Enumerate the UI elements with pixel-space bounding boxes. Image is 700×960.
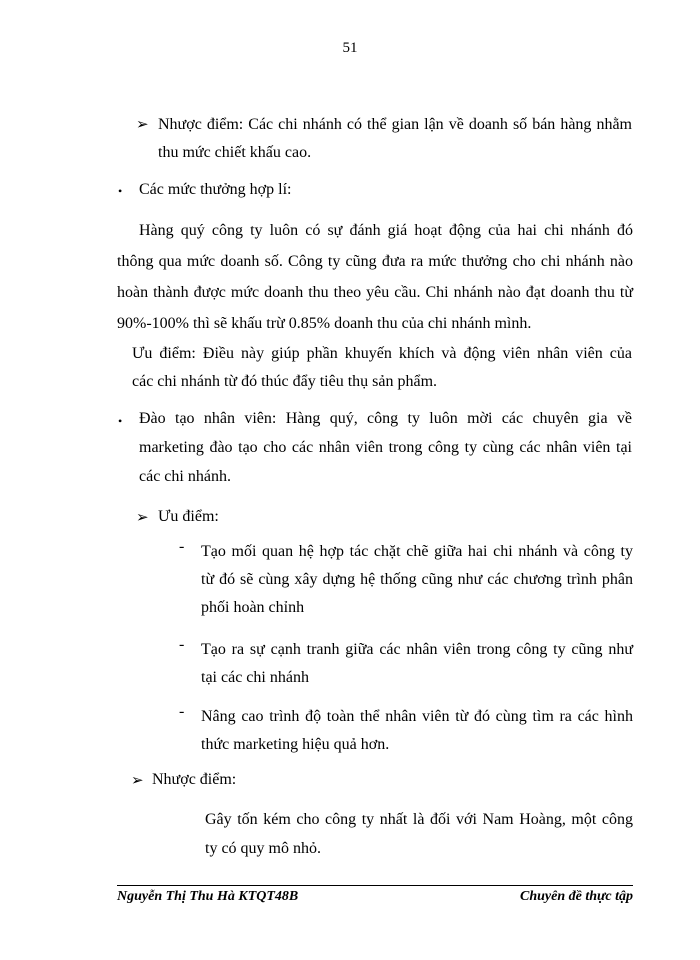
arrow-bullet-icon: ➢ (136, 510, 149, 526)
text-line: marketing đào tạo cho các nhân viên trong công ty cùng các nhân viên tại (139, 439, 632, 456)
footer-author: Nguyễn Thị Thu Hà KTQT48B (117, 889, 299, 904)
bullet-icon: • (118, 414, 123, 428)
paragraph-advantage-reward (132, 340, 632, 396)
arrow-bullet-icon: ➢ (136, 117, 149, 133)
text-line: thông qua mức doanh số. Công ty cũng đưa ra mức thưởng cho chi nhánh nào (117, 253, 633, 270)
text-line: Ưu điểm: Điều này giúp phần khuyến khích và động viên nhân viên của (132, 345, 632, 362)
text-line: Các mức thưởng hợp lí: (139, 181, 292, 198)
footer-divider (117, 885, 633, 886)
paragraph-staff-training (139, 404, 632, 491)
heading-disadvantages (152, 766, 352, 794)
text-line: tại các chi nhánh (201, 669, 309, 686)
list-item-advantage-3 (201, 703, 633, 759)
list-item-advantage-2 (201, 636, 633, 692)
text-line: Nâng cao trình độ toàn thể nhân viên từ đó cùng tìm ra các hình (201, 708, 633, 725)
text-line: Hàng quý công ty luôn có sự đánh giá hoạt động của hai chi nhánh đó (139, 222, 633, 239)
text-line: từ đó sẽ cùng xây dựng hệ thống cũng như các chương trình phân (201, 571, 633, 588)
text-line: Gây tốn kém cho công ty nhất là đối với Nam Hoàng, một công (205, 811, 633, 828)
text-line: thu mức chiết khấu cao. (158, 144, 312, 161)
text-line: phối hoàn chỉnh (201, 599, 305, 616)
text-line: 90%-100% thì sẽ khấu trừ 0.85% doanh thu của chi nhánh mình. (117, 315, 532, 332)
text-line: hoàn thành được mức doanh thu theo yêu cầu. Chi nhánh nào đạt doanh thu từ (117, 284, 633, 301)
paragraph-reward-description (117, 215, 633, 339)
text-line: thức marketing hiệu quả hơn. (201, 736, 390, 753)
text-line: Ưu điểm: (158, 508, 219, 525)
bullet-icon: • (118, 184, 123, 198)
arrow-bullet-icon: ➢ (131, 773, 144, 789)
text-line: các chi nhánh từ đó thúc đẩy tiêu thụ sản phẩm. (132, 373, 438, 390)
text-line: Nhược điểm: (152, 771, 237, 788)
dash-bullet: - (179, 636, 185, 653)
heading-advantages (158, 503, 358, 531)
text-line: Nhược điểm: Các chi nhánh có thể gian lận về doanh số bán hàng nhằm (158, 116, 632, 133)
footer-title: Chuyên đề thực tập (519, 889, 633, 904)
text-line: các chi nhánh. (139, 468, 231, 485)
paragraph-disadvantage-2 (205, 805, 633, 863)
text-line: Đào tạo nhân viên: Hàng quý, công ty luôn mời các chuyên gia về (139, 410, 632, 427)
heading-reward-levels (139, 176, 539, 204)
paragraph-disadvantage-1 (158, 111, 632, 167)
text-line: ty có quy mô nhỏ. (205, 840, 321, 857)
dash-bullet: - (179, 538, 185, 555)
text-line: Tạo ra sự cạnh tranh giữa các nhân viên trong công ty cũng như (201, 641, 633, 658)
text-line: Tạo mối quan hệ hợp tác chặt chẽ giữa hai chi nhánh và công ty (201, 543, 633, 560)
list-item-advantage-1 (201, 538, 633, 622)
page-number: 51 (342, 40, 358, 56)
dash-bullet: - (179, 703, 185, 720)
